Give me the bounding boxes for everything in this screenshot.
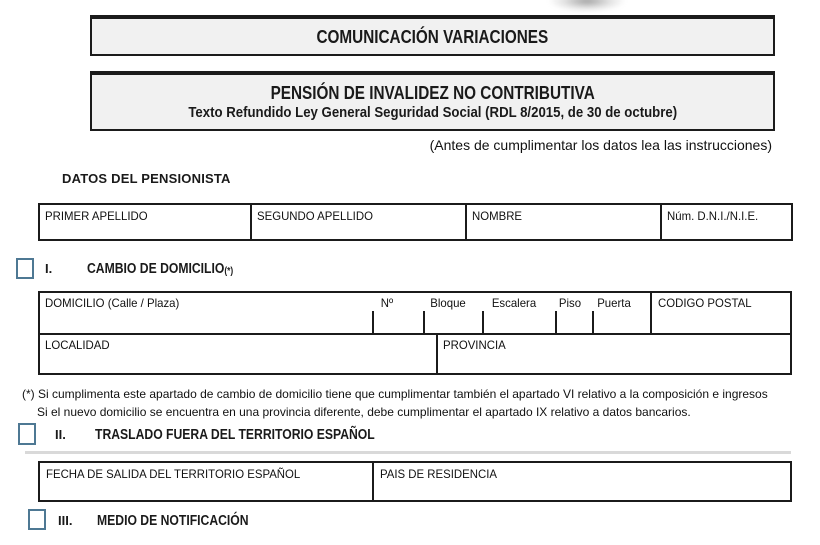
bloque-label: Bloque — [430, 296, 466, 310]
pensionista-table — [38, 203, 793, 241]
instruction-note: (Antes de cumplimentar los datos lea las instrucciones) — [429, 137, 772, 153]
puerta-field[interactable] — [594, 311, 650, 333]
section1-footnote-marker: (*) — [224, 266, 234, 277]
nombre-cell — [465, 205, 660, 239]
section3-title-row — [97, 512, 277, 530]
form-title-box — [90, 15, 775, 56]
section2-numeral: II. — [55, 427, 66, 442]
primer-apellido-label: PRIMER APELLIDO — [45, 209, 148, 223]
nombre-label: NOMBRE — [472, 209, 523, 223]
numero-label: Nº — [380, 296, 394, 310]
primer-apellido-field[interactable] — [40, 221, 250, 239]
codigo-postal-field[interactable] — [652, 309, 790, 333]
escalera-field[interactable] — [484, 311, 555, 333]
fecha-salida-cell — [40, 463, 372, 500]
nombre-field[interactable] — [467, 221, 660, 239]
piso-label: Piso — [558, 296, 582, 310]
piso-field[interactable] — [557, 311, 592, 333]
section3-numeral: III. — [58, 513, 73, 528]
pension-title: PENSIÓN DE INVALIDEZ NO CONTRIBUTIVA — [270, 82, 595, 103]
primer-apellido-cell — [40, 205, 250, 239]
segundo-apellido-field[interactable] — [252, 221, 465, 239]
dni-cell — [660, 205, 791, 239]
faded-divider-artifact — [25, 451, 791, 454]
domicilio-field[interactable] — [40, 309, 372, 333]
footnote-line1: (*) Si cumplimenta este apartado de cambio de domicilio tiene que cumplimentar también el apartado VI relativo a la composición e ingresos — [22, 387, 768, 401]
fecha-salida-field[interactable] — [40, 479, 372, 500]
form-title: COMUNICACIÓN VARIACIONES — [316, 26, 549, 47]
pais-residencia-cell — [372, 463, 790, 500]
section1-checkbox[interactable] — [16, 258, 34, 279]
section2-title: TRASLADO FUERA DEL TERRITORIO ESPAÑOL — [95, 427, 375, 443]
segundo-apellido-label: SEGUNDO APELLIDO — [257, 209, 373, 223]
section1-title-row — [87, 260, 261, 280]
section1-title: CAMBIO DE DOMICILIO — [87, 261, 225, 277]
codigo-postal-label: CODIGO POSTAL — [658, 296, 752, 310]
domicilio-table — [38, 291, 792, 375]
puerta-label: Puerta — [597, 296, 631, 310]
row-divider — [40, 333, 790, 335]
fecha-salida-label: FECHA DE SALIDA DEL TERRITORIO ESPAÑOL — [46, 467, 301, 481]
provincia-label: PROVINCIA — [443, 338, 506, 352]
section2-checkbox[interactable] — [18, 423, 36, 445]
scan-artifact-smudge — [548, 0, 626, 12]
dni-field[interactable] — [662, 221, 791, 239]
escalera-label: Escalera — [491, 296, 537, 310]
pension-subtitle: Texto Refundido Ley General Seguridad Social (RDL 8/2015, de 30 de octubre) — [188, 103, 677, 121]
section1-numeral: I. — [45, 261, 53, 276]
dni-label: Núm. D.N.I./N.I.E. — [667, 209, 759, 223]
traslado-table — [38, 461, 792, 502]
section2-title-row — [95, 426, 428, 444]
numero-field[interactable] — [374, 311, 423, 333]
localidad-field[interactable] — [40, 351, 436, 373]
bloque-field[interactable] — [425, 311, 482, 333]
domicilio-table-grid — [40, 293, 790, 373]
pensionista-section-title: DATOS DEL PENSIONISTA — [62, 171, 231, 186]
section3-checkbox[interactable] — [28, 509, 46, 530]
segundo-apellido-cell — [250, 205, 465, 239]
localidad-label: LOCALIDAD — [45, 338, 110, 352]
section3-title: MEDIO DE NOTIFICACIÓN — [97, 513, 249, 529]
footnote-line2: Si el nuevo domicilio se encuentra en una provincia diferente, debe cumplimentar el apartado IX relativo a datos bancarios. — [37, 405, 691, 419]
pais-residencia-field[interactable] — [374, 479, 790, 500]
pension-title-box — [90, 71, 775, 131]
provincia-field[interactable] — [438, 351, 790, 373]
domicilio-label: DOMICILIO (Calle / Plaza) — [45, 296, 180, 310]
pais-residencia-label: PAIS DE RESIDENCIA — [380, 467, 497, 481]
